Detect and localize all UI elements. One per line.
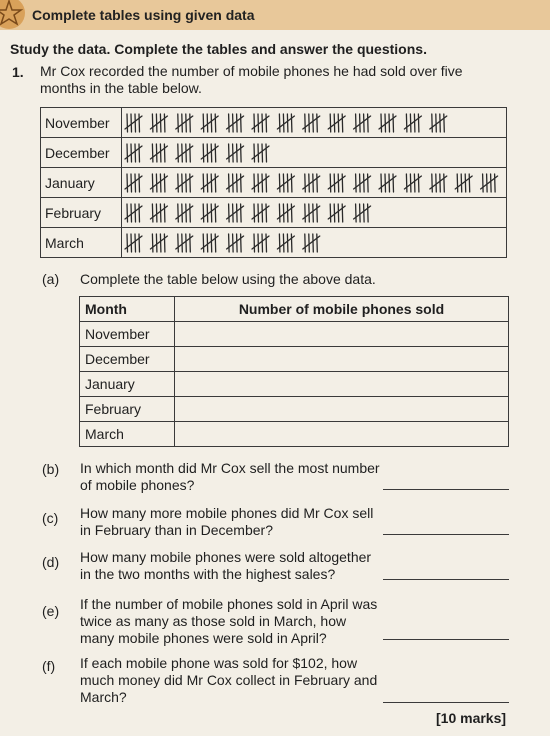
tally-stroke (317, 234, 318, 252)
tally-stroke (237, 144, 238, 162)
tally-stroke (334, 204, 335, 222)
tally-stroke (215, 234, 216, 252)
answer-input-cell[interactable] (175, 372, 509, 397)
tally-stroke (283, 234, 284, 252)
tally-stroke (229, 174, 230, 192)
tally-stroke (229, 234, 230, 252)
answer-input-cell[interactable] (175, 322, 509, 347)
tally-stroke (317, 114, 318, 132)
tally-stroke (305, 234, 306, 252)
answer-input-cell[interactable] (175, 422, 509, 447)
tally-stroke (127, 204, 128, 222)
tally-stroke (393, 114, 394, 132)
tally-stroke (262, 204, 263, 222)
tally-stroke (287, 174, 288, 192)
tally-stroke (178, 144, 179, 162)
tally-stroke (164, 144, 165, 162)
instruction-text: Study the data. Complete the tables and answer the questions. (10, 41, 427, 57)
tally-stroke (254, 114, 255, 132)
tally-stroke (258, 144, 259, 162)
question-label: (d) (42, 554, 60, 570)
tally-stroke (160, 174, 161, 192)
tally-stroke (385, 174, 386, 192)
tally-stroke (139, 174, 140, 192)
tally-row (41, 138, 507, 168)
question-text: If each mobile phone was sold for $102, how much money did Mr Cox collect in February and March? (80, 655, 378, 705)
question-label: (f) (42, 658, 56, 674)
column-header-number: Number of mobile phones sold (175, 297, 509, 322)
tally-stroke (330, 114, 331, 132)
tally-stroke (131, 174, 132, 192)
tally-stroke (211, 114, 212, 132)
tally-stroke (364, 174, 365, 192)
tally-stroke (186, 144, 187, 162)
tally-stroke (410, 174, 411, 192)
tally-stroke (160, 114, 161, 132)
answer-line[interactable] (383, 702, 509, 703)
tally-stroke (287, 114, 288, 132)
tally-stroke (309, 234, 310, 252)
tally-stroke (317, 174, 318, 192)
tally-stroke (237, 114, 238, 132)
tally-stroke (233, 144, 234, 162)
answer-input-cell[interactable] (175, 347, 509, 372)
part-text: Complete the table below using the above data. (80, 271, 376, 287)
tally-stroke (164, 234, 165, 252)
tally-stroke (135, 204, 136, 222)
tally-stroke (215, 114, 216, 132)
tally-marks-cell (122, 138, 507, 168)
tally-stroke (215, 204, 216, 222)
tally-stroke (127, 174, 128, 192)
answer-month-cell: December (80, 347, 175, 372)
tally-stroke (203, 144, 204, 162)
question-label: (c) (42, 510, 59, 526)
tally-marks (124, 229, 504, 257)
tally-stroke (207, 174, 208, 192)
answer-month-cell: March (80, 422, 175, 447)
tally-stroke (291, 234, 292, 252)
tally-stroke (356, 204, 357, 222)
tally-stroke (156, 174, 157, 192)
tally-stroke (279, 174, 280, 192)
tally-stroke (152, 174, 153, 192)
tally-stroke (160, 204, 161, 222)
tally-stroke (190, 174, 191, 192)
tally-stroke (178, 234, 179, 252)
tally-month-cell: November (41, 108, 122, 138)
tally-row (41, 198, 507, 228)
tally-stroke (330, 174, 331, 192)
tally-stroke (266, 114, 267, 132)
tally-stroke (461, 174, 462, 192)
tally-stroke (203, 174, 204, 192)
tally-stroke (241, 234, 242, 252)
tally-stroke (418, 114, 419, 132)
tally-stroke (266, 174, 267, 192)
tally-stroke (338, 204, 339, 222)
tally-row (41, 228, 507, 258)
tally-stroke (190, 234, 191, 252)
tally-stroke (203, 234, 204, 252)
question-text: If the number of mobile phones sold in April was twice as many as those sold in March, how many mobile phones were sold in April? (80, 596, 378, 646)
tally-stroke (414, 174, 415, 192)
tally-stroke (241, 204, 242, 222)
tally-stroke (233, 234, 234, 252)
tally-stroke (283, 204, 284, 222)
tally-stroke (211, 234, 212, 252)
table-row (80, 372, 509, 397)
table-row (80, 422, 509, 447)
tally-stroke (254, 204, 255, 222)
tally-stroke (262, 234, 263, 252)
tally-marks-cell (122, 228, 507, 258)
tally-stroke (182, 144, 183, 162)
tally-stroke (385, 114, 386, 132)
tally-stroke (313, 174, 314, 192)
answer-month-cell: January (80, 372, 175, 397)
tally-stroke (190, 144, 191, 162)
tally-month-cell: January (41, 168, 122, 198)
tally-stroke (135, 234, 136, 252)
tally-stroke (182, 234, 183, 252)
tally-stroke (279, 234, 280, 252)
tally-stroke (131, 114, 132, 132)
question-text: Mr Cox recorded the number of mobile phones he had sold over five months in the table below. (40, 63, 463, 96)
tally-stroke (360, 204, 361, 222)
tally-stroke (127, 234, 128, 252)
tally-stroke (469, 174, 470, 192)
answer-table (79, 296, 509, 447)
tally-stroke (342, 174, 343, 192)
tally-marks (124, 139, 504, 167)
tally-stroke (215, 144, 216, 162)
tally-stroke (258, 204, 259, 222)
tally-stroke (160, 234, 161, 252)
tally-stroke (440, 114, 441, 132)
section-title: Complete tables using given data (32, 7, 255, 23)
tally-stroke (178, 204, 179, 222)
tally-stroke (465, 174, 466, 192)
tally-stroke (393, 174, 394, 192)
tally-stroke (241, 114, 242, 132)
answer-line[interactable] (383, 534, 509, 535)
tally-stroke (139, 204, 140, 222)
tally-stroke (203, 204, 204, 222)
tally-stroke (305, 204, 306, 222)
tally-stroke (182, 174, 183, 192)
table-row (80, 397, 509, 422)
tally-stroke (127, 114, 128, 132)
tally-stroke (356, 114, 357, 132)
tally-stroke (203, 114, 204, 132)
tally-stroke (131, 234, 132, 252)
tally-stroke (334, 174, 335, 192)
tally-stroke (190, 204, 191, 222)
tally-stroke (139, 234, 140, 252)
tally-stroke (330, 204, 331, 222)
question-text: How many mobile phones were sold altogether in the two months with the highest sales? (80, 549, 372, 582)
tally-stroke (229, 204, 230, 222)
tally-month-cell: March (41, 228, 122, 258)
tally-marks-cell (122, 168, 507, 198)
tally-stroke (356, 174, 357, 192)
tally-stroke (186, 234, 187, 252)
tally-stroke (207, 204, 208, 222)
tally-stroke (283, 174, 284, 192)
answer-line[interactable] (383, 579, 509, 580)
tally-stroke (164, 114, 165, 132)
tally-stroke (241, 174, 242, 192)
tally-stroke (139, 144, 140, 162)
tally-stroke (338, 174, 339, 192)
tally-stroke (135, 174, 136, 192)
question-number: 1. (12, 64, 24, 80)
tally-stroke (266, 204, 267, 222)
marks-label: [10 marks] (436, 710, 507, 726)
tally-stroke (360, 114, 361, 132)
tally-stroke (309, 204, 310, 222)
tally-stroke (406, 114, 407, 132)
question-text: How many more mobile phones did Mr Cox sell in February than in December? (80, 505, 374, 538)
tally-stroke (207, 144, 208, 162)
tally-stroke (487, 174, 488, 192)
tally-stroke (131, 204, 132, 222)
tally-stroke (237, 204, 238, 222)
tally-stroke (135, 114, 136, 132)
tally-stroke (279, 114, 280, 132)
tally-stroke (164, 204, 165, 222)
tally-stroke (444, 114, 445, 132)
tally-stroke (215, 174, 216, 192)
tally-stroke (305, 114, 306, 132)
tally-stroke (131, 144, 132, 162)
tally-stroke (342, 114, 343, 132)
tally-stroke (491, 174, 492, 192)
tally-stroke (313, 234, 314, 252)
tally-stroke (229, 114, 230, 132)
tally-stroke (139, 114, 140, 132)
tally-stroke (262, 174, 263, 192)
tally-marks-cell (122, 108, 507, 138)
tally-stroke (258, 114, 259, 132)
tally-stroke (127, 144, 128, 162)
tally-stroke (152, 114, 153, 132)
tally-month-cell: February (41, 198, 122, 228)
tally-marks (124, 109, 504, 137)
tally-stroke (229, 144, 230, 162)
tally-marks-cell (122, 198, 507, 228)
tally-stroke (262, 144, 263, 162)
tally-stroke (381, 114, 382, 132)
star-icon (0, 0, 26, 30)
tally-stroke (389, 174, 390, 192)
tally-stroke (211, 174, 212, 192)
tally-stroke (368, 114, 369, 132)
answer-input-cell[interactable] (175, 397, 509, 422)
answer-table-header-row (80, 297, 509, 322)
tally-stroke (211, 204, 212, 222)
answer-month-cell: February (80, 397, 175, 422)
question-label: (e) (42, 603, 60, 619)
tally-stroke (156, 144, 157, 162)
question-label: (b) (42, 461, 60, 477)
tally-stroke (368, 204, 369, 222)
tally-stroke (305, 174, 306, 192)
tally-stroke (135, 144, 136, 162)
tally-stroke (254, 144, 255, 162)
tally-stroke (418, 174, 419, 192)
tally-stroke (233, 204, 234, 222)
tally-stroke (291, 204, 292, 222)
tally-stroke (440, 174, 441, 192)
tally-stroke (156, 234, 157, 252)
tally-stroke (160, 144, 161, 162)
tally-stroke (436, 114, 437, 132)
tally-stroke (241, 144, 242, 162)
tally-row (41, 168, 507, 198)
tally-stroke (182, 204, 183, 222)
tally-stroke (436, 174, 437, 192)
tally-stroke (432, 174, 433, 192)
tally-stroke (338, 114, 339, 132)
tally-stroke (233, 174, 234, 192)
tally-stroke (360, 174, 361, 192)
tally-stroke (317, 204, 318, 222)
tally-stroke (190, 114, 191, 132)
tally-stroke (342, 204, 343, 222)
tally-stroke (254, 234, 255, 252)
tally-stroke (313, 114, 314, 132)
tally-stroke (207, 234, 208, 252)
answer-line[interactable] (383, 639, 509, 640)
tally-stroke (186, 114, 187, 132)
tally-stroke (237, 234, 238, 252)
tally-stroke (186, 174, 187, 192)
tally-stroke (178, 114, 179, 132)
tally-stroke (368, 174, 369, 192)
tally-table (40, 107, 507, 258)
tally-stroke (309, 174, 310, 192)
tally-stroke (457, 174, 458, 192)
tally-stroke (279, 204, 280, 222)
column-header-month: Month (80, 297, 175, 322)
tally-stroke (182, 114, 183, 132)
tally-stroke (444, 174, 445, 192)
part-label: (a) (42, 271, 60, 287)
tally-stroke (287, 234, 288, 252)
tally-stroke (309, 114, 310, 132)
table-row (80, 322, 509, 347)
tally-stroke (152, 144, 153, 162)
tally-stroke (414, 114, 415, 132)
tally-stroke (152, 204, 153, 222)
tally-stroke (291, 174, 292, 192)
tally-stroke (164, 174, 165, 192)
tally-stroke (432, 114, 433, 132)
answer-month-cell: November (80, 322, 175, 347)
tally-stroke (258, 174, 259, 192)
tally-stroke (254, 174, 255, 192)
tally-stroke (381, 174, 382, 192)
tally-stroke (495, 174, 496, 192)
tally-stroke (266, 144, 267, 162)
tally-marks (124, 199, 504, 227)
tally-stroke (364, 114, 365, 132)
tally-stroke (156, 114, 157, 132)
tally-stroke (186, 204, 187, 222)
tally-marks (124, 169, 504, 197)
tally-month-cell: December (41, 138, 122, 168)
tally-stroke (266, 234, 267, 252)
tally-stroke (389, 114, 390, 132)
tally-stroke (207, 114, 208, 132)
tally-row (41, 108, 507, 138)
tally-stroke (287, 204, 288, 222)
tally-stroke (233, 114, 234, 132)
tally-stroke (483, 174, 484, 192)
tally-stroke (262, 114, 263, 132)
tally-stroke (334, 114, 335, 132)
tally-stroke (410, 114, 411, 132)
tally-stroke (364, 204, 365, 222)
tally-stroke (313, 204, 314, 222)
table-row (80, 347, 509, 372)
answer-line[interactable] (383, 489, 509, 490)
tally-stroke (152, 234, 153, 252)
tally-stroke (291, 114, 292, 132)
tally-stroke (156, 204, 157, 222)
tally-stroke (406, 174, 407, 192)
tally-stroke (237, 174, 238, 192)
tally-stroke (283, 114, 284, 132)
tally-stroke (178, 174, 179, 192)
question-text: In which month did Mr Cox sell the most number of mobile phones? (80, 460, 380, 493)
tally-stroke (211, 144, 212, 162)
tally-stroke (258, 234, 259, 252)
